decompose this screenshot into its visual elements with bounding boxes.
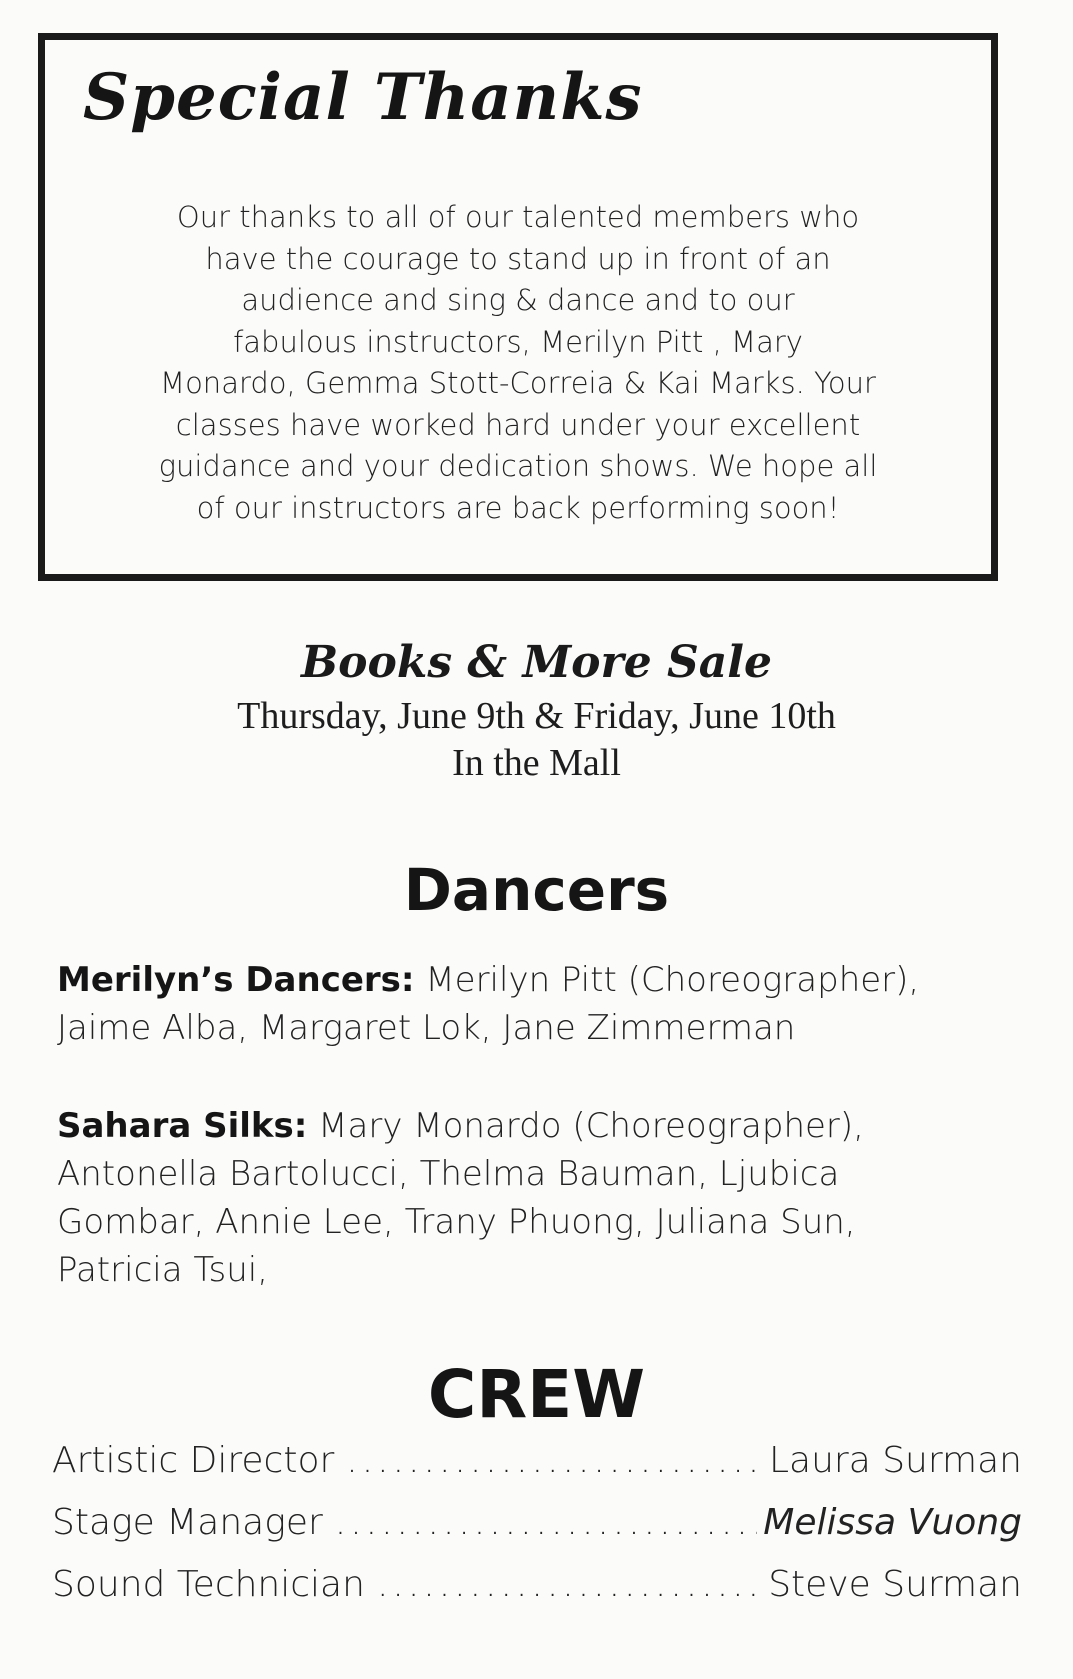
crew-list xyxy=(52,1440,1022,1626)
troupe-members: Jaime Alba, Margaret Lok, Jane Zimmerman xyxy=(57,1008,796,1048)
troupe-members: Antonella Bartolucci, Thelma Bauman, Ljubica xyxy=(57,1154,840,1194)
thanks-line: guidance and your dedication shows. We hope all xyxy=(158,449,878,483)
crew-person: Laura Surman xyxy=(768,1440,1022,1481)
crew-row xyxy=(52,1564,1022,1626)
crew-person: Melissa Vuong xyxy=(763,1502,1022,1543)
dancers-heading: Dancers xyxy=(403,856,670,924)
crew-role: Sound Technician xyxy=(52,1564,365,1605)
sale-dates: Thursday, June 9th & Friday, June 10th xyxy=(237,695,836,737)
crew-role: Stage Manager xyxy=(52,1502,323,1543)
troupe-name: Merilyn’s Dancers: xyxy=(57,960,415,1000)
sale-title: Books & More Sale xyxy=(300,637,773,688)
thanks-line: have the courage to stand up in front of an xyxy=(205,241,831,276)
sale-location: In the Mall xyxy=(452,742,621,784)
thanks-line: audience and sing & dance and to our xyxy=(241,283,795,317)
troupe-merilyns-dancers xyxy=(57,956,1017,1052)
dot-leader xyxy=(377,1564,762,1605)
dot-leader xyxy=(346,1440,763,1481)
troupe-name: Sahara Silks: xyxy=(57,1106,308,1146)
troupe-line xyxy=(57,956,1017,1004)
books-sale-section xyxy=(0,633,1073,787)
thanks-line: Monardo, Gemma Stott-Correia & Kai Marks. Your xyxy=(160,366,876,400)
special-thanks-title: Special Thanks xyxy=(83,60,643,135)
troupe-line xyxy=(57,1102,1017,1150)
troupe-members: Merilyn Pitt (Choreographer), xyxy=(414,960,920,1000)
crew-row xyxy=(52,1502,1022,1564)
thanks-line: fabulous instructors, Merilyn Pitt , Mary xyxy=(233,324,803,359)
dot-leader xyxy=(335,1502,757,1543)
crew-row xyxy=(52,1440,1022,1502)
special-thanks-box xyxy=(38,33,998,581)
crew-heading: CREW xyxy=(427,1356,646,1433)
crew-person: Steve Surman xyxy=(768,1564,1022,1605)
troupe-sahara-silks xyxy=(57,1102,1017,1294)
troupe-members: Mary Monardo (Choreographer), xyxy=(307,1106,864,1146)
crew-role: Artistic Director xyxy=(52,1440,335,1481)
troupe-members: Patricia Tsui, xyxy=(57,1250,269,1290)
thanks-line: classes have worked hard under your excellent xyxy=(175,407,861,442)
troupe-members: Gombar, Annie Lee, Trany Phuong, Juliana Sun, xyxy=(57,1202,856,1242)
thanks-line: of our instructors are back performing soon! xyxy=(196,490,840,525)
special-thanks-text xyxy=(85,197,951,529)
thanks-line: Our thanks to all of our talented members who xyxy=(176,200,860,234)
